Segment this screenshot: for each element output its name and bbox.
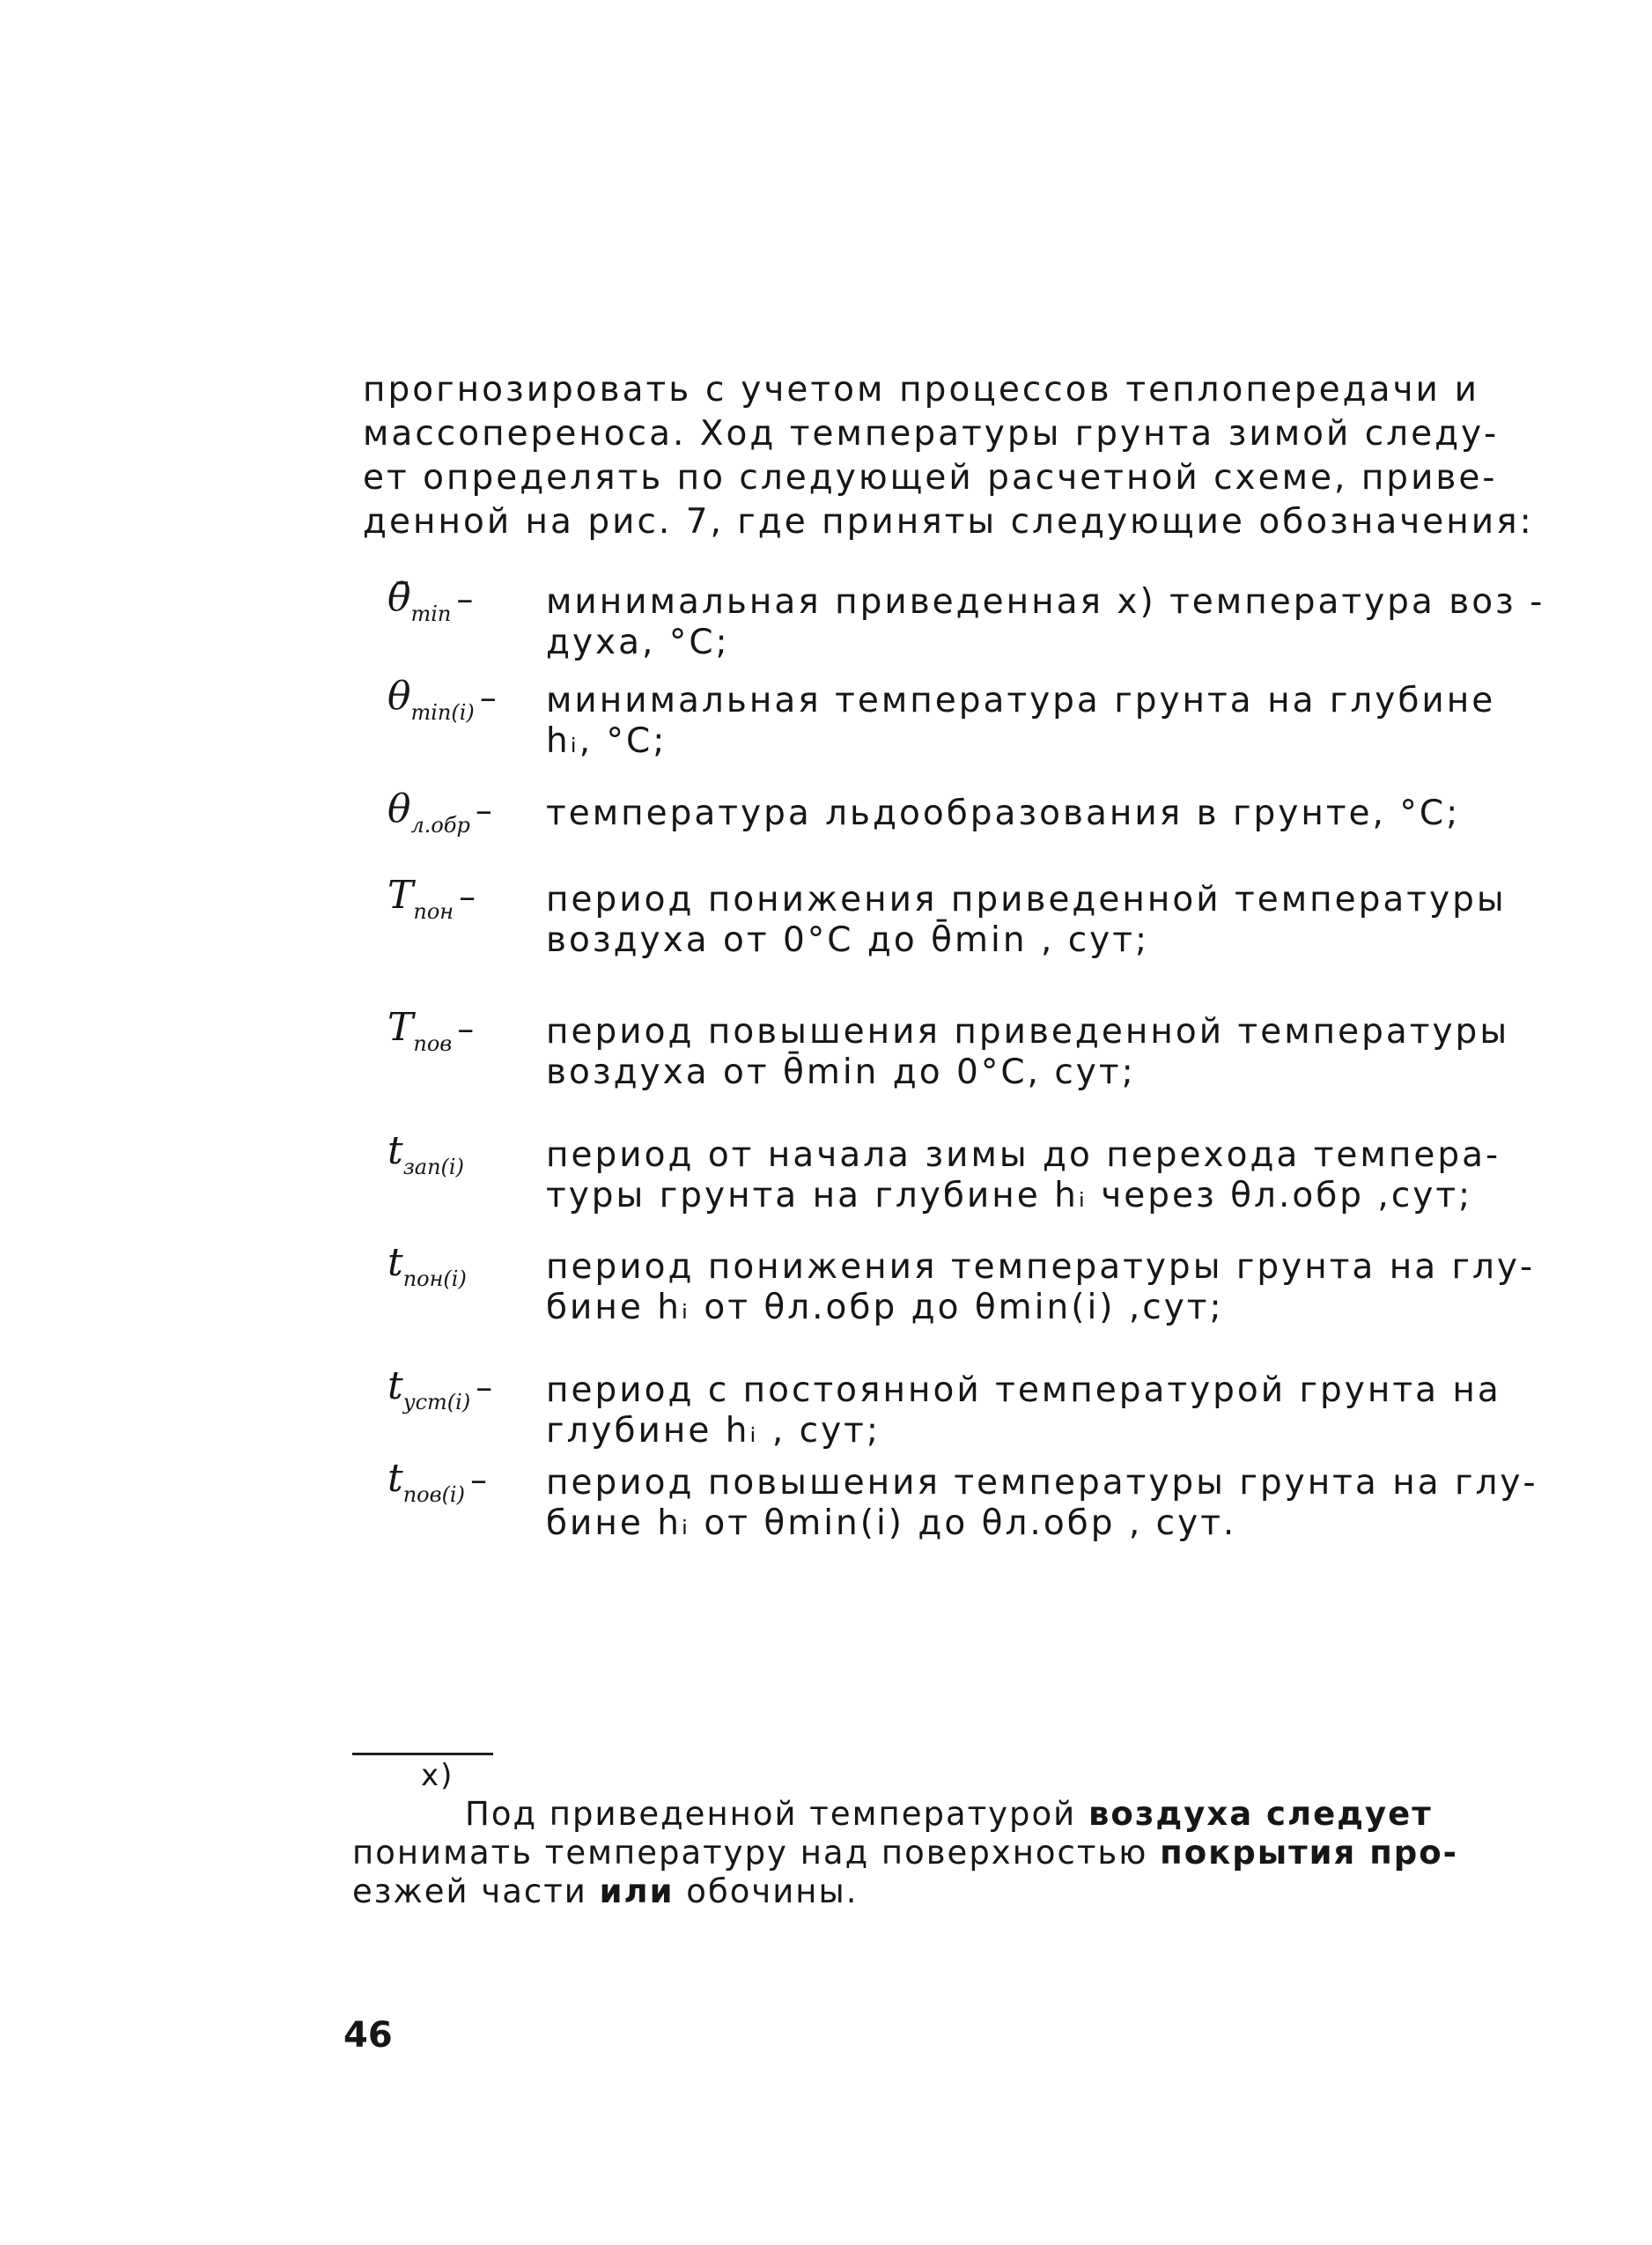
intro-line-1: прогнозировать с учетом процессов теплопередачи и [363,370,1479,410]
intro-paragraph [363,368,1534,544]
notation-item-t-ust-i [387,1363,1501,1451]
notation-item-theta-min-bar [387,575,1545,663]
notation-description: минимальная приведенная x) температура воз - духа, °С; [546,582,1545,662]
notation-symbol: $\theta_{л.обр}$ – [387,786,492,838]
notation-symbol: $t_{пон(i)}$ [387,1240,467,1291]
notation-symbol: $T_{пов}$ – [387,1005,475,1056]
notation-symbol: $t_{зап(i)}$ [387,1128,464,1179]
notation-description: период от начала зимы до перехода темпера- туры грунта на глубине hᵢ через θл.обр ,сут; [546,1135,1501,1215]
page-number: 46 [343,2015,393,2056]
intro-line-4: денной на рис. 7, где приняты следующие обозначения: [363,502,1534,542]
notation-description: минимальная температура грунта на глубине hᵢ, °С; [546,681,1496,761]
notation-item-t-pon-i [387,1240,1536,1328]
notation-item-theta-l-obr [387,788,1497,846]
notation-description: температура льдообразования в грунте, °С; [546,794,1461,833]
notation-symbol: $T_{пон}$ – [387,873,476,924]
notation-description: период повышения приведенной температуры воздуха от θ̄min до 0°С, сут; [546,1012,1510,1092]
footnote [352,1795,1479,1911]
notation-item-theta-min-i [387,676,1497,762]
notation-item-t-pon [387,873,1507,961]
notation-symbol: $\thetā_{min}$ – [387,575,474,626]
notation-item-t-zap-i [387,1128,1501,1216]
footnote-divider [352,1753,493,1755]
notation-symbol: $t_{уст(i)}$ – [387,1363,493,1414]
footnote-line-2: понимать температуру над поверхностью покрытия про- [352,1834,1459,1872]
footnote-line-1: Под приведенной температурой воздуха следует [465,1795,1433,1833]
intro-line-2: массопереноса. Ход температуры грунта зимой следу- [363,414,1500,454]
footnote-line-3: езжей части или обочины. [352,1872,859,1910]
notation-symbol: $\theta_{min(i)}$ – [387,674,497,725]
notation-description: период повышения температуры грунта на глу- бине hᵢ от θmin(i) до θл.обр , сут. [546,1463,1538,1543]
footnote-mark: x) [421,1758,454,1793]
notation-description: период понижения температуры грунта на глу- бине hᵢ от θл.обр до θmin(i) ,сут; [546,1247,1536,1327]
notation-symbol: $t_{пов(i)}$ – [387,1456,487,1507]
notation-description: период с постоянной температурой грунта на глубине hᵢ , сут; [546,1370,1501,1451]
notation-item-t-pov [387,1005,1510,1093]
intro-line-3: ет определять по следующей расчетной схеме, приве- [363,458,1498,498]
notation-description: период понижения приведенной температуры воздуха от 0°С до θ̄min , сут; [546,880,1507,960]
notation-item-t-pov-i [387,1456,1538,1544]
